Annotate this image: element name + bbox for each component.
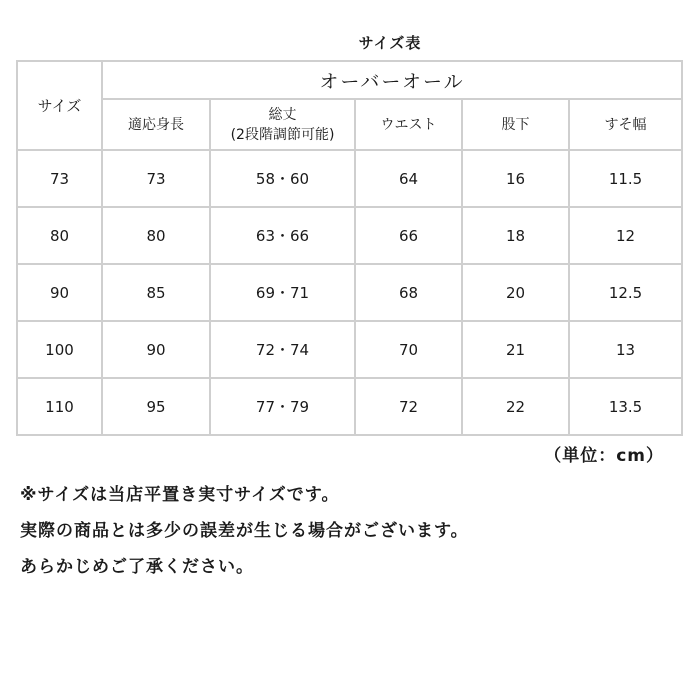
column-header-inseam <box>462 99 569 150</box>
size-table <box>16 60 683 436</box>
column-header-label: 総丈 <box>268 106 297 123</box>
table-cell: 64 <box>355 150 462 207</box>
table-cell: 18 <box>462 207 569 264</box>
page-title: サイズ表 <box>358 34 422 52</box>
table-subheader-row <box>17 99 682 150</box>
size-cell: 110 <box>17 378 102 435</box>
size-cell: 73 <box>17 150 102 207</box>
table-cell: 73 <box>102 150 210 207</box>
table-cell: 12 <box>569 207 682 264</box>
column-header-label: ウエスト <box>380 116 437 133</box>
size-notes <box>20 477 469 585</box>
table-cell: 66 <box>355 207 462 264</box>
note-line: 実際の商品とは多少の誤差が生じる場合がございます。 <box>20 521 469 541</box>
table-cell: 16 <box>462 150 569 207</box>
note-line: ※サイズは当店平置き実寸サイズです。 <box>20 485 340 505</box>
size-column-header: サイズ <box>17 61 102 150</box>
size-cell: 80 <box>17 207 102 264</box>
table-cell: 90 <box>102 321 210 378</box>
table-cell: 95 <box>102 378 210 435</box>
column-header-sublabel: (2段階調節可能) <box>230 126 335 143</box>
table-cell: 68 <box>355 264 462 321</box>
column-header-label: すそ幅 <box>604 116 647 133</box>
table-row <box>17 378 682 435</box>
table-cell: 80 <box>102 207 210 264</box>
table-header-row <box>17 61 682 99</box>
unit-label: （単位：cm） <box>544 446 664 466</box>
table-cell: 13 <box>569 321 682 378</box>
table-row <box>17 150 682 207</box>
column-header-waist <box>355 99 462 150</box>
table-cell: 21 <box>462 321 569 378</box>
table-cell: 63・66 <box>210 207 355 264</box>
column-header-total-length <box>210 99 355 150</box>
size-cell: 100 <box>17 321 102 378</box>
table-row <box>17 264 682 321</box>
column-header-hem-width <box>569 99 682 150</box>
table-cell: 72 <box>355 378 462 435</box>
size-cell: 90 <box>17 264 102 321</box>
table-cell: 22 <box>462 378 569 435</box>
product-group-header: オーバーオール <box>102 61 682 99</box>
column-header-label: 適応身長 <box>128 116 184 133</box>
table-row <box>17 321 682 378</box>
table-cell: 70 <box>355 321 462 378</box>
table-row <box>17 207 682 264</box>
table-cell: 77・79 <box>210 378 355 435</box>
table-cell: 85 <box>102 264 210 321</box>
column-header-label: 股下 <box>501 116 530 133</box>
table-cell: 69・71 <box>210 264 355 321</box>
table-cell: 12.5 <box>569 264 682 321</box>
table-cell: 11.5 <box>569 150 682 207</box>
table-cell: 58・60 <box>210 150 355 207</box>
table-cell: 20 <box>462 264 569 321</box>
column-header-height <box>102 99 210 150</box>
note-line: あらかじめご了承ください。 <box>20 557 254 577</box>
table-cell: 13.5 <box>569 378 682 435</box>
table-cell: 72・74 <box>210 321 355 378</box>
